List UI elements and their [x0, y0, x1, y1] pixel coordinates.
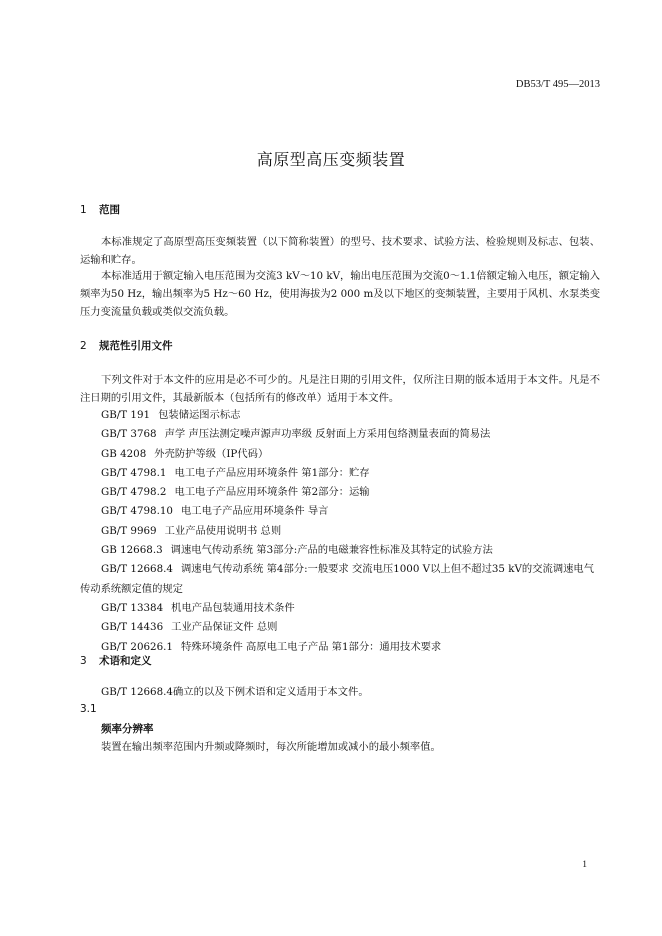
- reference-item: [80, 406, 600, 425]
- reference-item: [80, 464, 600, 483]
- reference-code: GB 12668.3: [101, 544, 163, 557]
- reference-item: [80, 560, 600, 599]
- reference-title: 工业产品保证文件 总则: [171, 621, 278, 634]
- scope-paragraph-2: 本标准适用于额定输入电压范围为交流3 kV～10 kV，输出电压范围为交流0～1.1倍额定输入电压，额定输入频率为50 Hz，输出频率为5 Hz～60 Hz，使用海拔为2 000 m及以下地区的变频装置，主要用于风机、水泵类变压力变流量负载或类似交流负载。: [80, 270, 600, 318]
- reference-title: 机电产品包装通用技术条件: [171, 601, 295, 614]
- reference-title: 包装储运图示标志: [158, 409, 241, 421]
- section-heading-references: [80, 338, 173, 353]
- reference-item: [80, 522, 600, 541]
- section-number: 3: [80, 655, 87, 667]
- section-title: 范围: [99, 204, 120, 216]
- reference-title: 电工电子产品应用环境条件 第2部分：运输: [174, 486, 370, 499]
- reference-item: [80, 541, 600, 560]
- reference-code: GB/T 4798.10: [101, 505, 173, 518]
- reference-item: [80, 638, 600, 657]
- section-title: 规范性引用文件: [99, 340, 173, 352]
- reference-title: 工业产品使用说明书 总则: [164, 524, 282, 537]
- reference-item: [80, 502, 600, 521]
- page-number: 1: [582, 860, 587, 870]
- reference-item: [80, 425, 600, 444]
- term-number: 3.1: [80, 703, 97, 715]
- reference-title: 调速电气传动系统 第4部分:一般要求 交流电压1000 V以上但不超过35 kV的交流调速电气传动系统额定值的规定: [80, 563, 595, 595]
- references-intro: 下列文件对于本文件的应用是必不可少的。凡是注日期的引用文件，仅所注日期的版本适用于本文件。凡是不注日期的引用文件，其最新版本（包括所有的修改单）适用于本文件。: [80, 374, 600, 404]
- reference-item: [80, 599, 600, 618]
- reference-title: 特殊环境条件 高原电工电子产品 第1部分：通用技术要求: [180, 640, 442, 653]
- reference-code: GB/T 14436: [101, 621, 164, 634]
- reference-item: [80, 618, 600, 637]
- reference-code: GB/T 9969: [101, 524, 157, 537]
- section-number: 1: [80, 204, 87, 216]
- section-title: 术语和定义: [99, 655, 152, 667]
- terms-intro: GB/T 12668.4确立的以及下例术语和定义适用于本文件。: [101, 686, 369, 698]
- document-code: DB53/T 495—2013: [515, 79, 600, 90]
- section-number: 2: [80, 340, 87, 352]
- reference-title: 电工电子产品应用环境条件 第1部分：贮存: [174, 466, 370, 479]
- reference-item: [80, 483, 600, 502]
- section-heading-terms: [80, 653, 152, 668]
- reference-item: [80, 445, 600, 464]
- reference-code: GB/T 3768: [101, 428, 157, 441]
- reference-list: [80, 406, 600, 657]
- reference-code: GB/T 4798.2: [101, 486, 167, 499]
- reference-code: GB 4208: [101, 447, 147, 460]
- reference-title: 声学 声压法测定噪声源声功率级 反射面上方采用包络测量表面的简易法: [164, 428, 491, 441]
- reference-title: 调速电气传动系统 第3部分:产品的电磁兼容性标准及其特定的试验方法: [170, 544, 493, 557]
- section-heading-scope: [80, 202, 120, 217]
- scope-paragraph-1: 本标准规定了高原型高压变频装置（以下简称装置）的型号、技术要求、试验方法、检验规则及标志、包装、运输和贮存。: [80, 236, 600, 266]
- reference-title: 外壳防护等级（IP代码）: [154, 447, 269, 460]
- term-definition: 装置在输出频率范围内升频或降频时，每次所能增加或减小的最小频率值。: [101, 741, 441, 753]
- reference-code: GB/T 20626.1: [101, 640, 173, 653]
- reference-code: GB/T 4798.1: [101, 466, 167, 479]
- document-title: 高原型高压变频装置: [256, 150, 406, 169]
- term-name: 频率分辨率: [101, 723, 154, 735]
- reference-code: GB/T 12668.4: [101, 563, 173, 576]
- reference-code: GB/T 191: [101, 409, 151, 421]
- reference-code: GB/T 13384: [101, 601, 164, 614]
- reference-title: 电工电子产品应用环境条件 导言: [180, 505, 329, 518]
